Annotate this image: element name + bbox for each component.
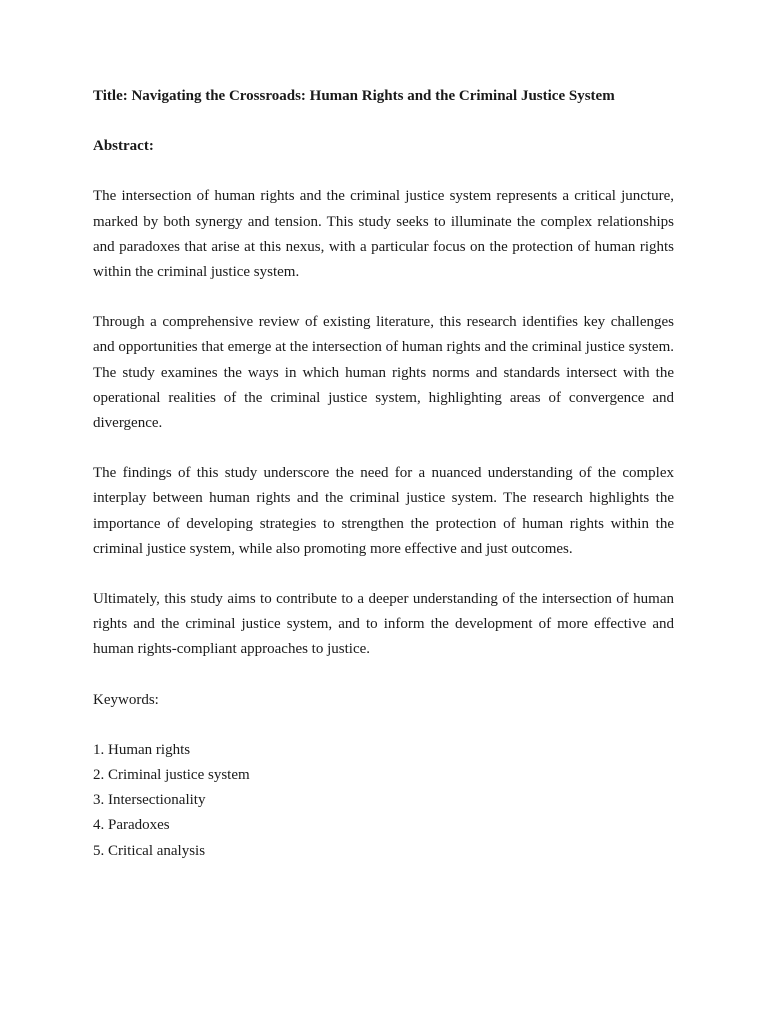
abstract-paragraph-3: The findings of this study underscore the need for a nuanced understanding of the complex interplay between human rights and the criminal justice system. The research highlights the importance of developing strategies to strengthen the protection of human rights within the criminal justice system, while also promoting more effective and just outcomes.	[93, 465, 674, 557]
abstract-paragraph-4: Ultimately, this study aims to contribute to a deeper understanding of the intersection of human rights and the criminal justice system, and to inform the development of more effective and human rights-compliant approaches to justice.	[93, 591, 674, 658]
document-title: Title: Navigating the Crossroads: Human Rights and the Criminal Justice System	[93, 88, 615, 104]
keyword-item: 1. Human rights	[93, 741, 191, 758]
keyword-item: 2. Criminal justice system	[93, 767, 250, 784]
document-page	[93, 84, 674, 864]
keywords-label: Keywords:	[93, 691, 159, 708]
keyword-item: 4. Paradoxes	[93, 817, 170, 834]
abstract-heading: Abstract:	[93, 138, 154, 155]
keyword-item: 3. Intersectionality	[93, 792, 206, 809]
keyword-list	[93, 738, 674, 864]
abstract-paragraph-2: Through a comprehensive review of existing literature, this research identifies key challenges and opportunities that emerge at the intersection of human rights and the criminal justice system. The study examines the ways in which human rights norms and standards intersect with the operational realities of the criminal justice system, highlighting areas of convergence and divergence.	[93, 314, 674, 432]
abstract-paragraph-1: The intersection of human rights and the criminal justice system represents a critical juncture, marked by both synergy and tension. This study seeks to illuminate the complex relationships and paradoxes that arise at this nexus, with a particular focus on the protection of human rights within the criminal justice system.	[93, 188, 674, 281]
keyword-item: 5. Critical analysis	[93, 842, 206, 859]
